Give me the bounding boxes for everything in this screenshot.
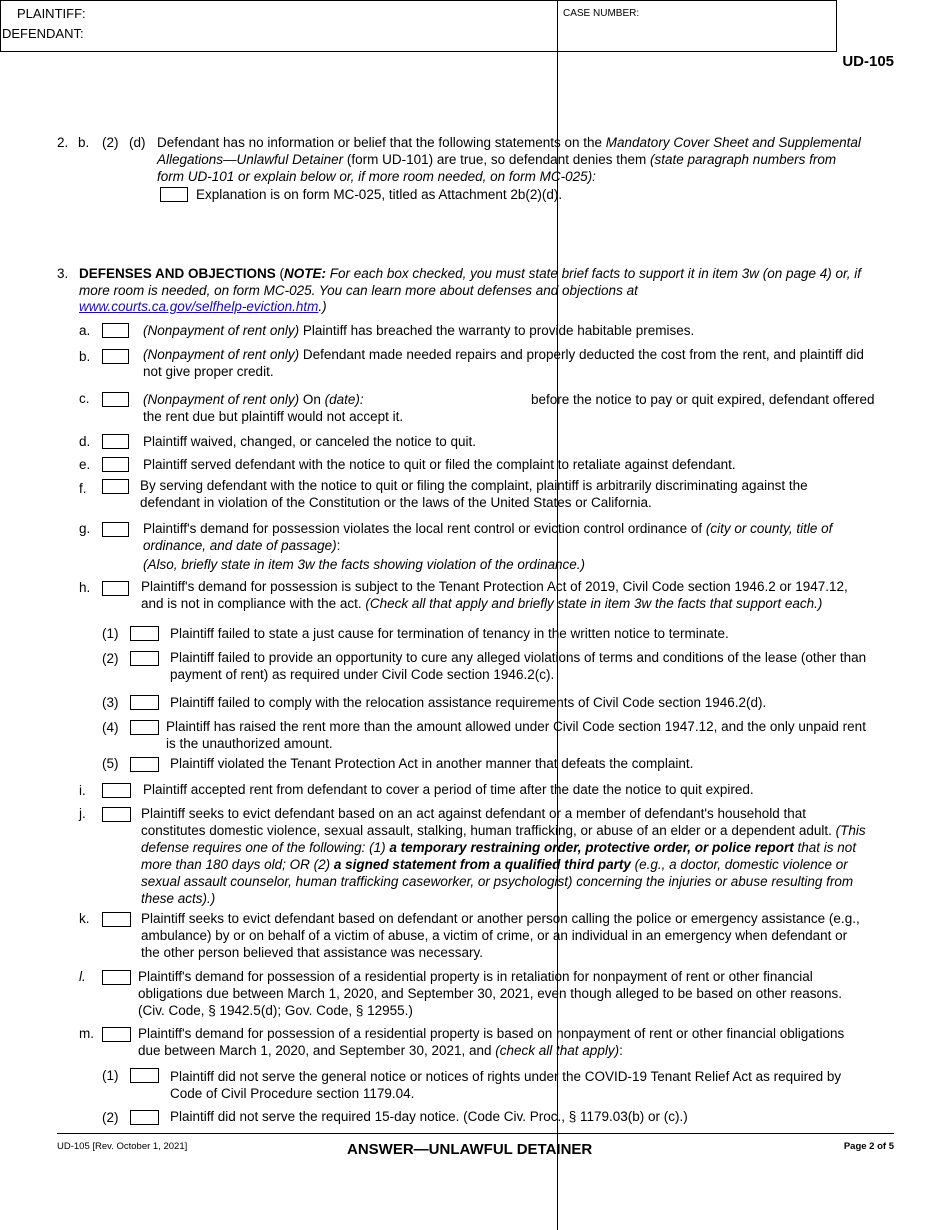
item-2-text-line-1: Defendant has no information or belief that the following statements on the Mandatory Cover Sheet and Supplemental xyxy=(157,135,861,150)
item-3h4-checkbox[interactable] xyxy=(130,720,159,735)
item-3m-text-line-1: Plaintiff's demand for possession of a residential property is based on nonpayment of rent or other financial obligations xyxy=(138,1026,845,1041)
footer-page-number: Page 2 of 5 xyxy=(843,1141,894,1152)
item-3m-letter: m. xyxy=(79,1026,94,1041)
item-3h1-checkbox[interactable] xyxy=(130,626,159,641)
item-3h5-text: Plaintiff violated the Tenant Protection Act in another manner that defeats the complaint. xyxy=(170,756,694,771)
item-3h2-text-line-1: Plaintiff failed to provide an opportunity to cure any alleged violations of terms and conditions of the lease (other than xyxy=(170,650,867,665)
item-3-heading-line-3: www.courts.ca.gov/selfhelp-eviction.htm.) xyxy=(79,299,327,314)
attachment-2b2d-label: Explanation is on form MC-025, titled as Attachment 2b(2)(d). xyxy=(196,187,563,202)
item-3m2-checkbox[interactable] xyxy=(130,1110,159,1125)
item-3g-text-line-1: Plaintiff's demand for possession violates the local rent control or eviction control ordinance of (city or county, title of xyxy=(143,521,833,536)
item-3i-text: Plaintiff accepted rent from defendant to cover a period of time after the date the notice to quit expired. xyxy=(143,782,754,797)
footer-form-title: ANSWER—UNLAWFUL DETAINER xyxy=(347,1141,593,1158)
item-3h1-text: Plaintiff failed to state a just cause for termination of tenancy in the written notice to terminate. xyxy=(170,626,729,641)
item-3a-letter: a. xyxy=(79,323,91,338)
selfhelp-eviction-link[interactable]: www.courts.ca.gov/selfhelp-eviction.htm xyxy=(79,299,319,314)
item-3j-letter: j. xyxy=(79,806,86,821)
item-2-text-line-3: form UD-101 or explain below or, if more room needed, on form MC-025): xyxy=(157,169,596,184)
item-3k-text-line-3: the other person believed that assistance was necessary. xyxy=(141,945,483,960)
item-3f-text-line-2: defendant in violation of the Constitution or the laws of the United States or California. xyxy=(140,495,652,510)
item-3h3-number: (3) xyxy=(102,695,119,710)
item-3h3-checkbox[interactable] xyxy=(130,695,159,710)
item-3a-checkbox[interactable] xyxy=(102,323,129,338)
item-3m-text-line-2: due between March 1, 2020, and September 30, 2021, and (check all that apply): xyxy=(138,1043,623,1058)
item-2-text-line-2: Allegations—Unlawful Detainer (form UD-101) are true, so defendant denies them (state paragraph numbers from xyxy=(157,152,837,167)
plaintiff-label: PLAINTIFF: xyxy=(17,6,86,21)
item-3b-checkbox[interactable] xyxy=(102,349,129,364)
item-3a-text: (Nonpayment of rent only) Plaintiff has breached the warranty to provide habitable premises. xyxy=(143,323,695,338)
item-3j-checkbox[interactable] xyxy=(102,807,131,822)
item-3h-text-line-1: Plaintiff's demand for possession is subject to the Tenant Protection Act of 2019, Civil Code section 1946.2 or 1947.12, xyxy=(141,579,848,594)
item-3j-text-line-5: sexual assault counselor, human trafficking caseworker, or psychologist) concerning the injuries or abuse resulting from xyxy=(141,874,854,889)
item-3k-text-line-1: Plaintiff seeks to evict defendant based on defendant or another person calling the police or emergency assistance (e.g., xyxy=(141,911,860,926)
item-3d-text: Plaintiff waived, changed, or canceled the notice to quit. xyxy=(143,434,476,449)
item-3h2-number: (2) xyxy=(102,651,119,666)
item-3h4-number: (4) xyxy=(102,720,119,735)
item-3i-checkbox[interactable] xyxy=(102,783,131,798)
item-3c-text-right: before the notice to pay or quit expired, defendant offered xyxy=(531,392,875,407)
item-3h-text-line-2: and is not in compliance with the act. (Check all that apply and briefly state in item 3w the facts that support each.) xyxy=(141,596,823,611)
item-3l-text-line-2: obligations due between March 1, 2020, and September 30, 2021, even though alleged to be based on other reasons. xyxy=(138,986,843,1001)
item-3c-checkbox[interactable] xyxy=(102,392,129,407)
item-3f-text-line-1: By serving defendant with the notice to quit or filing the complaint, plaintiff is arbitrarily discriminating against the xyxy=(140,478,808,493)
item-3j-text-line-6: these acts).) xyxy=(141,891,216,906)
item-3h5-number: (5) xyxy=(102,756,119,771)
item-3j-text-line-1: Plaintiff seeks to evict defendant based on an act against defendant or a member of defendant's household that xyxy=(141,806,807,821)
item-3h4-text-line-1: Plaintiff has raised the rent more than the amount allowed under Civil Code section 1947.12, and the only unpaid rent xyxy=(166,719,866,734)
item-3l-letter: l. xyxy=(79,969,86,984)
item-3c-text-line-2: the rent due but plaintiff would not accept it. xyxy=(143,409,404,424)
footer-form-revision: UD-105 [Rev. October 1, 2021] xyxy=(57,1141,188,1152)
item-3m1-text-line-1: Plaintiff did not serve the general notice or notices of rights under the COVID-19 Tenant Relief Act as required by xyxy=(170,1069,842,1084)
item-3k-text-line-2: ambulance) by or on behalf of a victim of abuse, a victim of crime, or an individual in an emergency when defendant or xyxy=(141,928,848,943)
item-3l-text-line-3: (Civ. Code, § 1942.5(d); Gov. Code, § 12955.) xyxy=(138,1003,413,1018)
item-3b-text-line-2: not give proper credit. xyxy=(143,364,274,379)
item-3e-letter: e. xyxy=(79,457,91,472)
item-3h4-text-line-2: is the unauthorized amount. xyxy=(166,736,333,751)
item-3g-text-line-2: ordinance, and date of passage): xyxy=(143,538,341,553)
item-3g-checkbox[interactable] xyxy=(102,522,129,537)
item-3g-text-line-3: (Also, briefly state in item 3w the facts showing violation of the ordinance.) xyxy=(143,557,585,572)
item-3i-letter: i. xyxy=(79,783,86,798)
item-3m-checkbox[interactable] xyxy=(102,1027,131,1042)
item-3h5-checkbox[interactable] xyxy=(130,757,159,772)
item-2-sub-b: b. xyxy=(78,135,90,150)
item-3k-checkbox[interactable] xyxy=(102,912,131,927)
item-3k-letter: k. xyxy=(79,911,90,926)
item-3l-text-line-1: Plaintiff's demand for possession of a residential property is in retaliation for nonpayment of rent or other financial xyxy=(138,969,813,984)
item-3j-text-line-4: more than 180 days old; OR (2) a signed statement from a qualified third party (e.g., a doctor, domestic violence or xyxy=(141,857,848,872)
item-3m1-checkbox[interactable] xyxy=(130,1068,159,1083)
item-3b-text-line-1: (Nonpayment of rent only) Defendant made needed repairs and properly deducted the cost from the rent, and plaintiff did xyxy=(143,347,864,362)
item-3e-checkbox[interactable] xyxy=(102,457,129,472)
item-3f-checkbox[interactable] xyxy=(102,479,129,494)
item-3h-checkbox[interactable] xyxy=(102,581,129,596)
item-3m1-number: (1) xyxy=(102,1068,119,1083)
item-3j-text-line-3: defense requires one of the following: (1) a temporary restraining order, protective order, or police report that is not xyxy=(141,840,857,855)
footer-rule xyxy=(57,1133,894,1134)
item-3h-letter: h. xyxy=(79,580,91,595)
item-3l-checkbox[interactable] xyxy=(102,970,131,985)
item-2-sub-d: (d) xyxy=(129,135,146,150)
item-3c-letter: c. xyxy=(79,391,90,406)
item-3j-text-line-2: constitutes domestic violence, sexual assault, stalking, human trafficking, or abuse of an elder or a dependent adult. (This xyxy=(141,823,866,838)
defendant-label: DEFENDANT: xyxy=(2,26,84,41)
item-3f-letter: f. xyxy=(79,481,87,496)
item-3m2-number: (2) xyxy=(102,1110,119,1125)
item-2-number: 2. xyxy=(57,135,69,150)
item-3d-checkbox[interactable] xyxy=(102,434,129,449)
case-number-label: CASE NUMBER: xyxy=(563,8,640,19)
item-3-heading-line-2: more room is needed, on form MC-025. You can learn more about defenses and objections at xyxy=(79,283,638,298)
item-3d-letter: d. xyxy=(79,434,91,449)
item-3-number: 3. xyxy=(57,266,69,281)
item-3-heading-line-1: DEFENSES AND OBJECTIONS (NOTE: For each box checked, you must state brief facts to support it in item 3w (on page 4) or, if xyxy=(79,266,862,281)
caption-box xyxy=(0,0,837,52)
item-3m1-text-line-2: Code of Civil Procedure section 1179.04. xyxy=(170,1086,415,1101)
form-number: UD-105 xyxy=(842,53,894,70)
item-3c-text-line-1: (Nonpayment of rent only) On (date): xyxy=(143,392,364,407)
item-3e-text: Plaintiff served defendant with the notice to quit or filed the complaint to retaliate against defendant. xyxy=(143,457,736,472)
item-3h2-checkbox[interactable] xyxy=(130,651,159,666)
item-2-sub-2: (2) xyxy=(102,135,119,150)
item-3h1-number: (1) xyxy=(102,626,119,641)
attachment-2b2d-checkbox[interactable] xyxy=(160,187,188,202)
item-3h2-text-line-2: payment of rent) as required under Civil Code section 1946.2(c). xyxy=(170,667,555,682)
item-3g-letter: g. xyxy=(79,521,91,536)
item-3b-letter: b. xyxy=(79,349,91,364)
item-3h3-text: Plaintiff failed to comply with the relocation assistance requirements of Civil Code section 1946.2(d). xyxy=(170,695,767,710)
item-3m2-text: Plaintiff did not serve the required 15-day notice. (Code Civ. Proc., § 1179.03(b) or (c).) xyxy=(170,1109,688,1124)
